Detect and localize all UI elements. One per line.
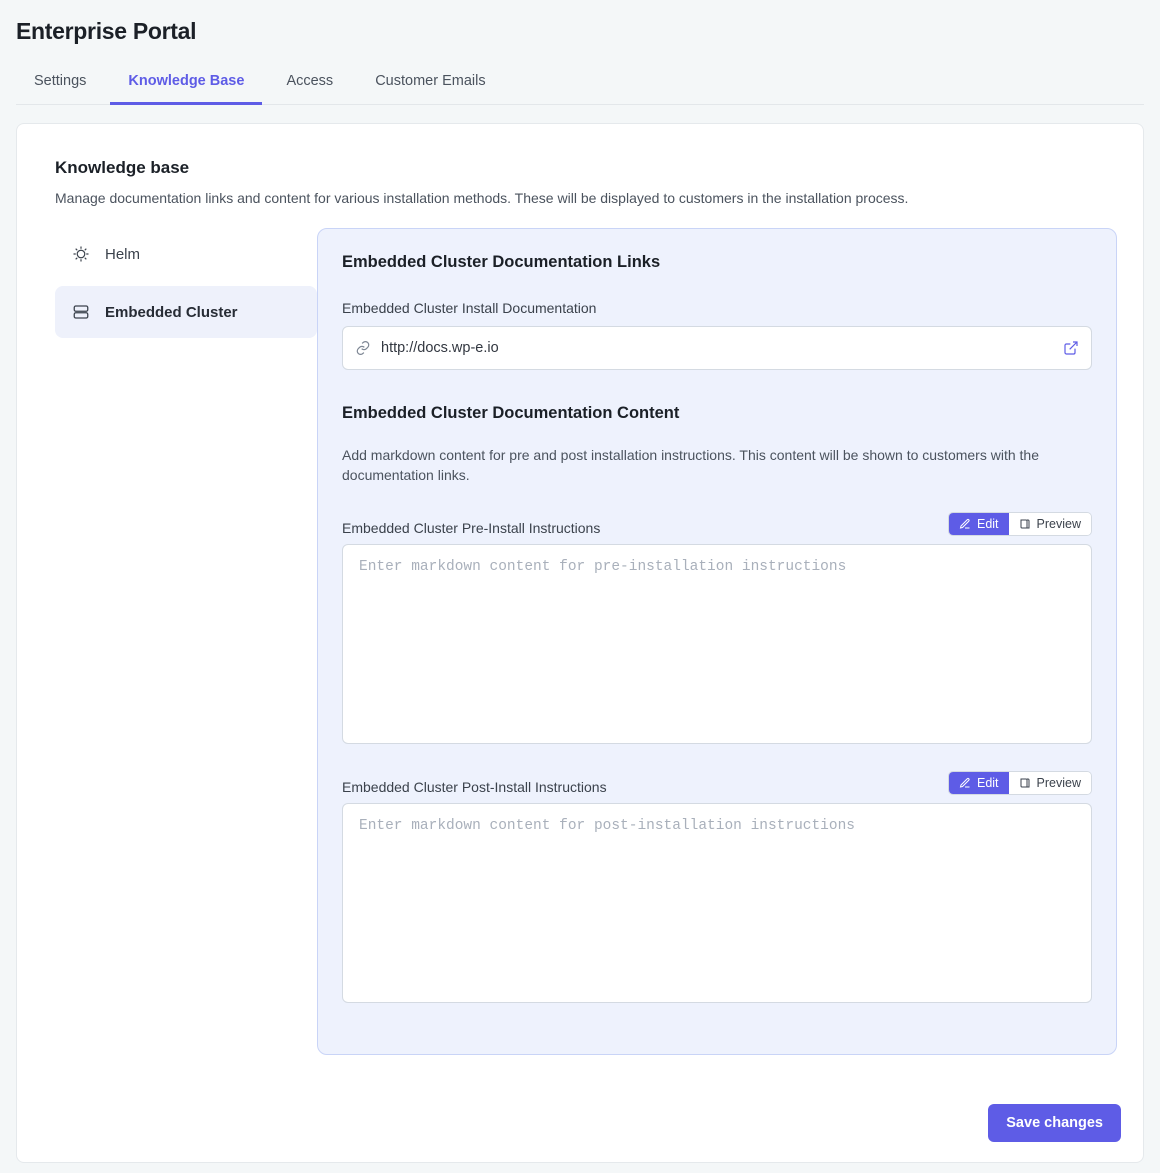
embedded-cluster-panel xyxy=(317,228,1117,1055)
save-changes-button[interactable]: Save changes xyxy=(988,1104,1121,1142)
sidenav xyxy=(39,228,317,1055)
sidebar-item-label: Embedded Cluster xyxy=(105,303,238,321)
post-install-mode-toggle xyxy=(948,771,1092,795)
tab-settings[interactable]: Settings xyxy=(34,73,87,89)
pre-install-mode-toggle xyxy=(948,512,1092,536)
sidebar-item-helm[interactable] xyxy=(55,228,317,280)
pre-install-edit-button[interactable] xyxy=(949,513,1009,535)
install-doc-label: Embedded Cluster Install Documentation xyxy=(342,300,597,316)
page-header xyxy=(0,0,1160,105)
post-install-editor-block xyxy=(342,771,1092,1008)
post-install-editor-head xyxy=(342,771,1092,795)
post-install-preview-label: Preview xyxy=(1036,775,1081,790)
post-install-edit-button[interactable] xyxy=(949,772,1009,794)
pencil-icon xyxy=(959,518,971,530)
tabbar xyxy=(16,63,1144,105)
pre-install-editor-block xyxy=(342,512,1092,749)
documentation-content-description: Add markdown content for pre and post installation instructions. This content will be shown to customers with the documentation links. xyxy=(342,447,1039,484)
tab-customer-emails[interactable]: Customer Emails xyxy=(375,73,486,89)
pre-install-editor-head xyxy=(342,512,1092,536)
external-link-icon[interactable] xyxy=(1063,340,1079,356)
post-install-preview-button[interactable] xyxy=(1009,772,1091,794)
page-subtitle: Manage documentation links and content for various installation methods. These will be displayed to customers in the installation process. xyxy=(55,190,909,206)
content-split xyxy=(39,228,1121,1055)
knowledge-base-card xyxy=(16,123,1144,1163)
documentation-content-title: Embedded Cluster Documentation Content xyxy=(342,404,680,422)
server-stack-icon xyxy=(71,302,91,322)
book-icon xyxy=(1019,518,1031,530)
pre-install-preview-label: Preview xyxy=(1036,516,1081,531)
post-install-label: Embedded Cluster Post-Install Instructions xyxy=(342,778,607,795)
sidebar-item-embedded-cluster[interactable] xyxy=(55,286,317,338)
page-title: Knowledge base xyxy=(55,158,190,177)
tab-access[interactable]: Access xyxy=(286,73,334,89)
install-doc-value[interactable]: http://docs.wp-e.io xyxy=(381,340,499,356)
documentation-links-title: Embedded Cluster Documentation Links xyxy=(342,253,661,271)
pre-install-edit-label: Edit xyxy=(976,516,999,531)
post-install-edit-label: Edit xyxy=(976,775,999,790)
install-doc-input-wrapper[interactable] xyxy=(342,326,1092,370)
pre-install-textarea[interactable] xyxy=(342,544,1092,744)
pencil-icon xyxy=(959,777,971,789)
card-footer xyxy=(988,1104,1121,1142)
link-icon xyxy=(355,340,371,356)
tab-knowledge-base[interactable]: Knowledge Base xyxy=(110,63,262,105)
post-install-textarea[interactable] xyxy=(342,803,1092,1003)
pre-install-preview-button[interactable] xyxy=(1009,513,1091,535)
helm-icon xyxy=(71,244,91,264)
pre-install-label: Embedded Cluster Pre-Install Instructions xyxy=(342,519,601,536)
book-icon xyxy=(1019,777,1031,789)
sidebar-item-label: Helm xyxy=(105,245,141,263)
app-title: Enterprise Portal xyxy=(16,18,197,44)
